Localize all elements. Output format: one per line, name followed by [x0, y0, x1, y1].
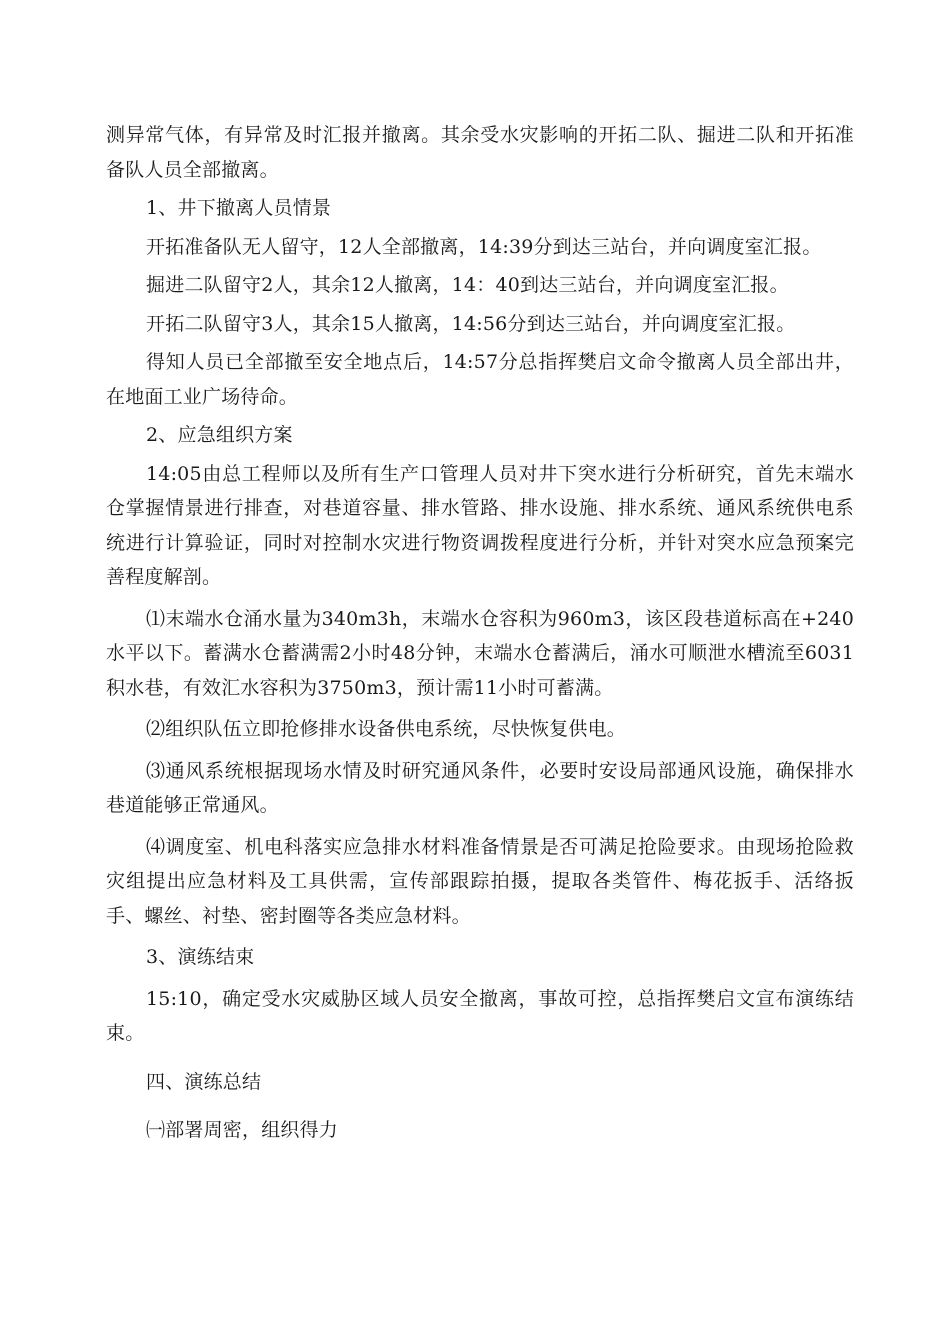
- heading-drill-summary: 四、演练总结: [146, 1070, 262, 1093]
- paragraph-item-1: ⑴末端水仓涌水量为340m3h，末端水仓容积为960m3，该区段巷道标高在+240水平以下。蓄满水仓蓄满需2小时48分钟，末端水仓蓄满后，涌水可顺泄水槽流至6031积水巷，有效汇水容积为3750m3，预计需11小时可蓄满。: [106, 607, 854, 699]
- heading-emergency-plan: 2、应急组织方案: [146, 424, 293, 446]
- paragraph-analysis: 14:05由总工程师以及所有生产口管理人员对井下突水进行分析研究，首先末端水仓掌握情景进行排查，对巷道容量、排水管路、排水设施、排水系统、通风系统供电系统进行计算验证，同时对控制水灾进行物资调拨程度进行分析，并针对突水应急预案完善程度解剖。: [106, 462, 854, 588]
- paragraph-development-team: 开拓二队留守3人，其余15人撤离，14:56分到达三站台，并向调度室汇报。: [146, 312, 796, 335]
- paragraph-evacuation-continued: 测异常气体，有异常及时汇报并撤离。其余受水灾影响的开拓二队、掘进二队和开拓准备队人员全部撤离。: [106, 124, 854, 181]
- document-body: [106, 118, 854, 1148]
- heading-drill-end: 3、演练结束: [146, 946, 255, 968]
- paragraph-all-evacuated: 得知人员已全部撤至安全地点后，14:57分总指挥樊启文命令撤离人员全部出井，在地面工业广场待命。: [106, 351, 854, 408]
- paragraph-prep-team: 开拓准备队无人留守，12人全部撤离，14:39分到达三站台，并向调度室汇报。: [146, 235, 822, 258]
- heading-underground-evacuation: 1、井下撤离人员情景: [146, 197, 332, 219]
- paragraph-excavation-team: 掘进二队留守2人，其余12人撤离，14：40到达三站台，并向调度室汇报。: [146, 274, 789, 296]
- paragraph-drill-end: 15:10，确定受水灾威胁区域人员安全撤离，事故可控，总指挥樊启文宣布演练结束。: [106, 987, 854, 1044]
- paragraph-item-4: ⑷调度室、机电科落实应急排水材料准备情景是否可满足抢险要求。由现场抢险救灾组提出应急材料及工具供需，宣传部跟踪拍摄，提取各类管件、梅花扳手、活络扳手、螺丝、衬垫、密封圈等各类应急材料。: [106, 835, 854, 927]
- paragraph-item-2: ⑵组织队伍立即抢修排水设备供电系统，尽快恢复供电。: [146, 718, 627, 740]
- heading-summary-item-1: ㈠部署周密，组织得力: [146, 1119, 339, 1141]
- paragraph-item-3: ⑶通风系统根据现场水情及时研究通风条件，必要时安设局部通风设施，确保排水巷道能够正常通风。: [106, 759, 854, 816]
